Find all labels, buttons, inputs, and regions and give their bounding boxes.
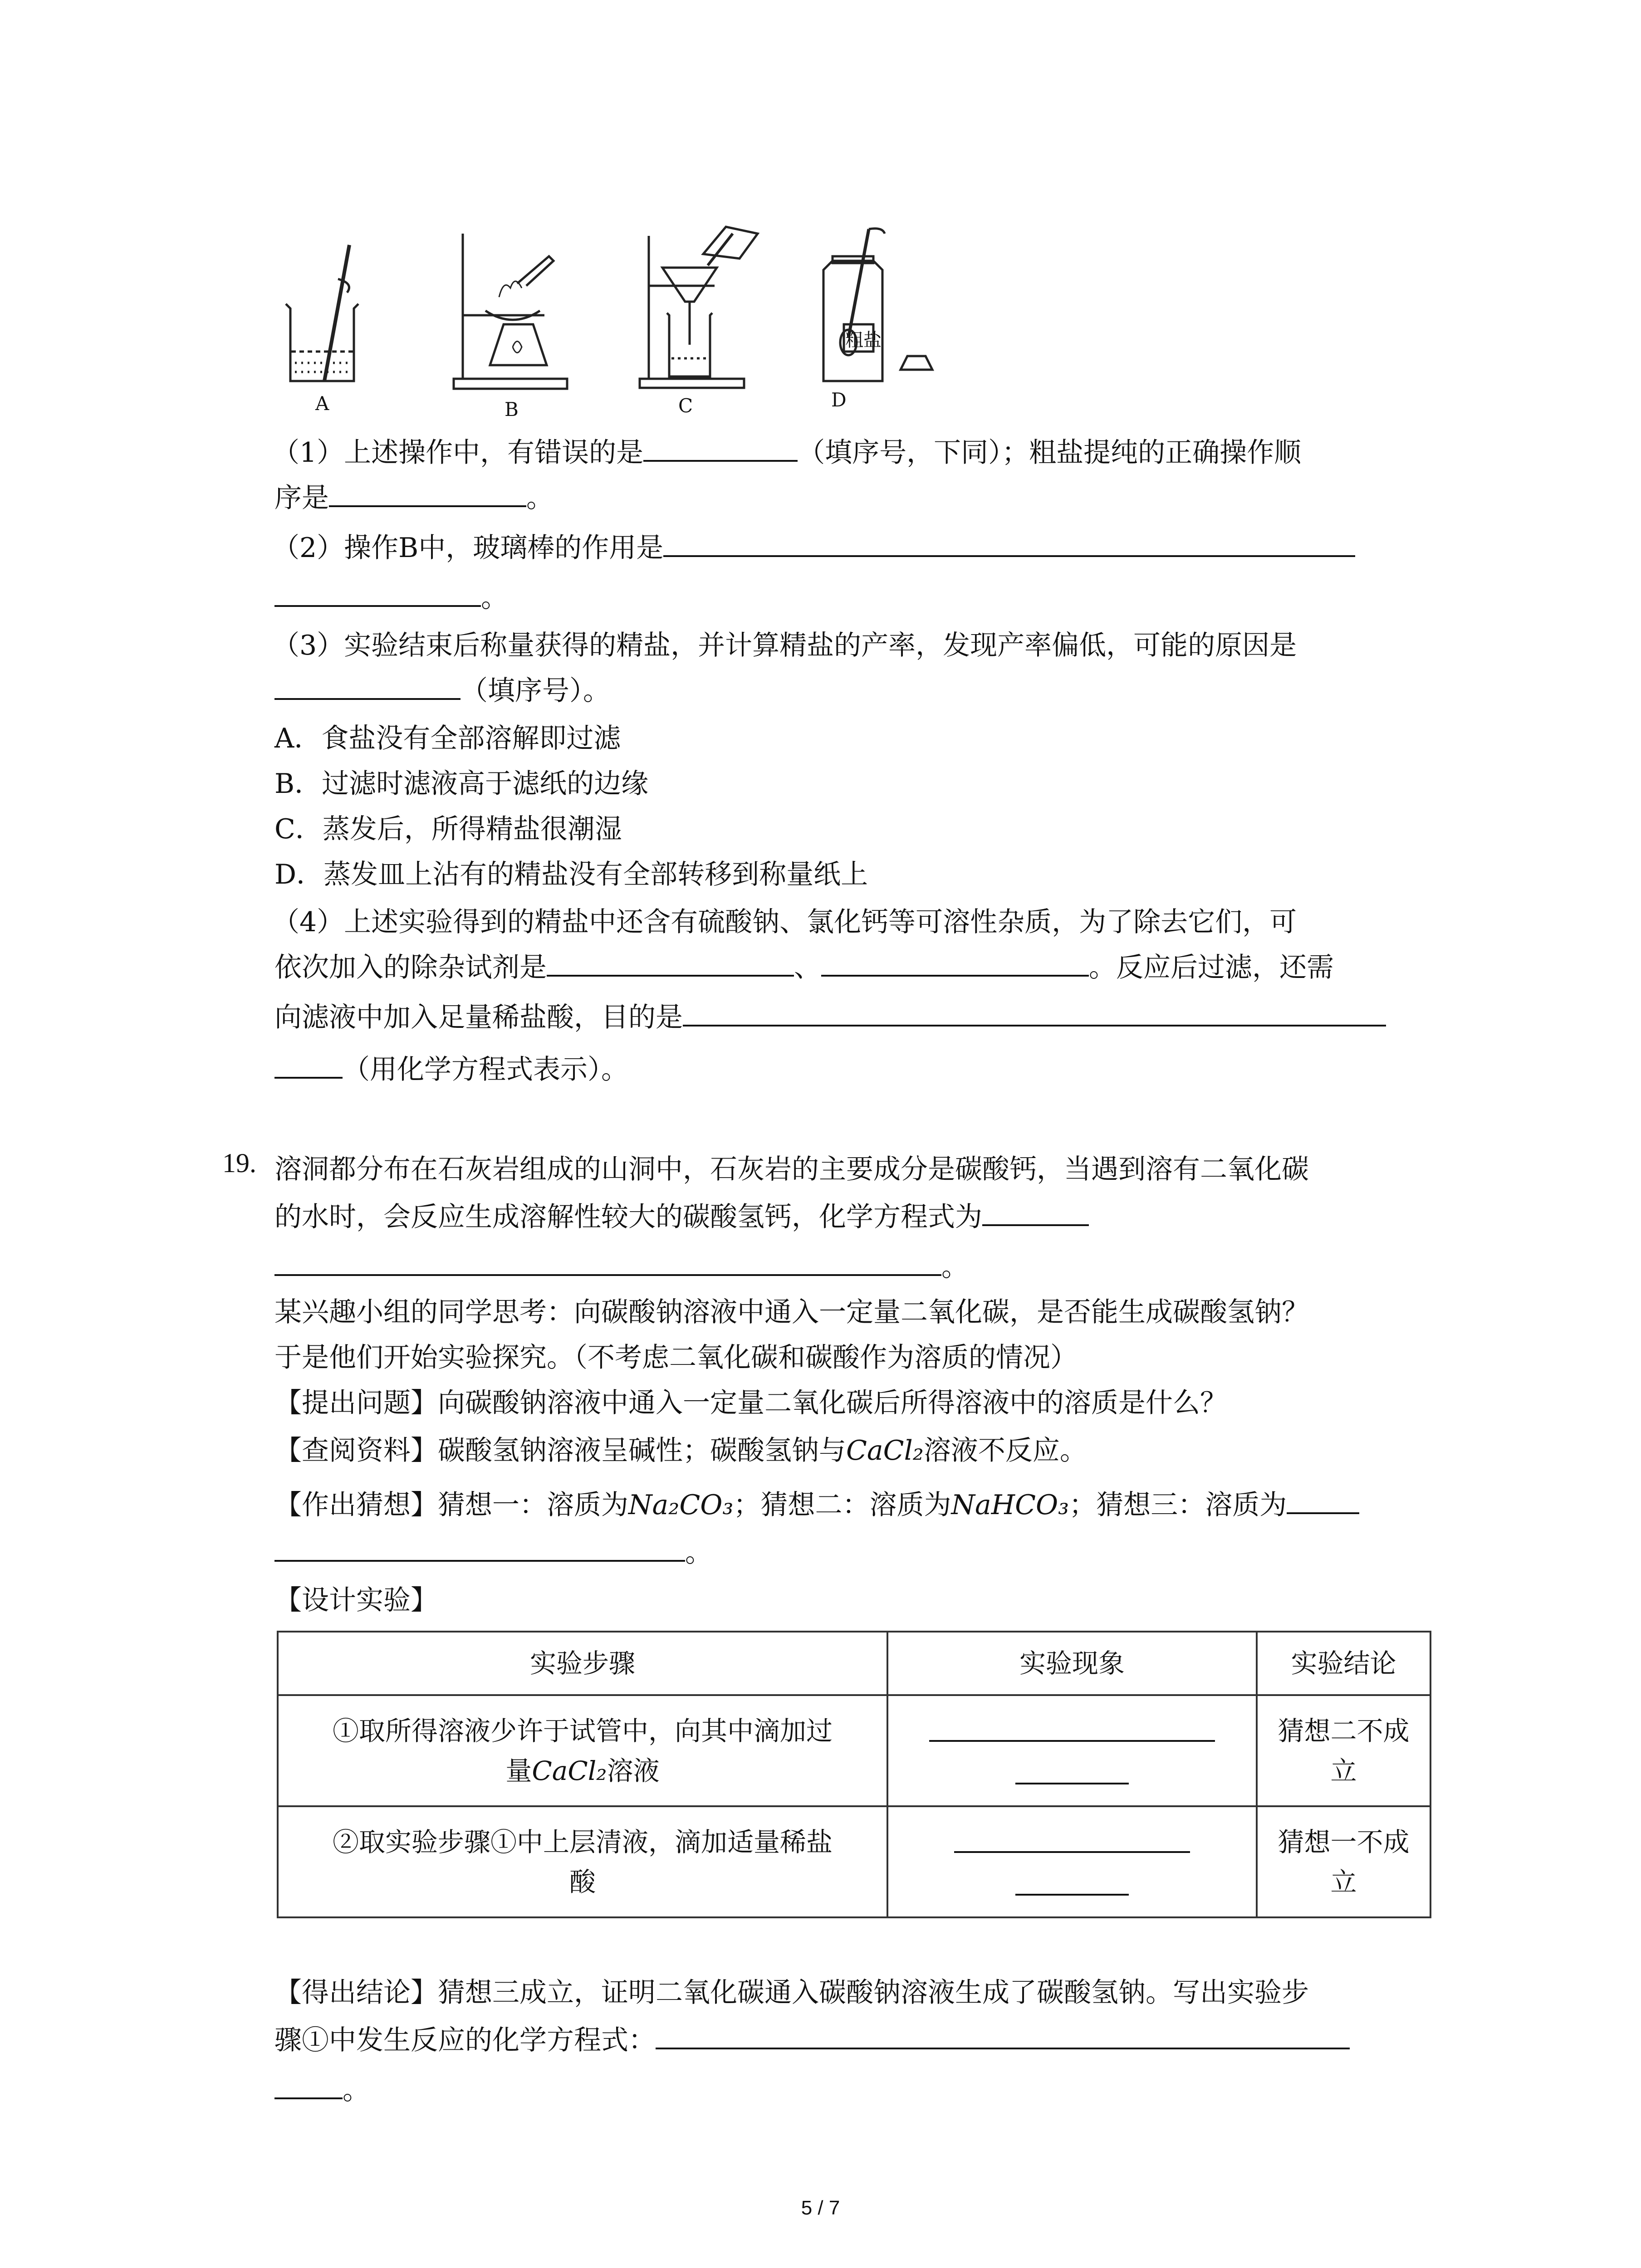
conclusion-2-line-a: 猜想一不成 (1278, 1826, 1410, 1857)
q19-line3 (274, 1245, 969, 1284)
conclusion-2-line-b: 立 (1330, 1866, 1357, 1897)
q19-l9-end: 。 (685, 1537, 712, 1569)
answer-blank[interactable] (274, 1050, 343, 1079)
q18-p2-end: 。 (481, 582, 508, 614)
q18-part4-line4 (274, 1048, 628, 1087)
q19-l3-end: 。 (941, 1251, 969, 1283)
q19-line1: 溶洞都分布在石灰岩组成的山洞中，石灰岩的主要成分是碳酸钙，当遇到溶有二氧化碳 (274, 1154, 1309, 1185)
q18-p1-text-b: （填序号，下同）；粗盐提纯的正确操作顺 (798, 437, 1302, 469)
q18-p4-text-e: （用化学方程式表示）。 (343, 1054, 628, 1085)
answer-blank[interactable] (954, 1828, 1190, 1853)
consult-materials (274, 1429, 1087, 1468)
phenomenon-2-cell (887, 1806, 1257, 1917)
filtration-illustration (635, 222, 767, 390)
option-a: A．食盐没有全部溶解即过滤 (274, 723, 621, 754)
q19-line2 (274, 1195, 1089, 1234)
answer-blank[interactable] (274, 578, 481, 607)
label-d: D (831, 389, 847, 411)
q18-p1-text-a: （1）上述操作中，有错误的是 (272, 437, 644, 469)
hypothesis-line (274, 1483, 1359, 1522)
step-2-line-a: ②取实验步骤①中上层清液，滴加适量稀盐 (332, 1826, 833, 1857)
step-1-line-b (288, 1751, 877, 1791)
q19-line4: 某兴趣小组的同学思考：向碳酸钠溶液中通入一定量二氧化碳，是否能生成碳酸氢钠？ (274, 1296, 1309, 1328)
q18-part1-line1 (272, 431, 1301, 470)
step-1-line-a: ①取所得溶液少许于试管中，向其中滴加过 (332, 1715, 833, 1746)
q18-part3-line2 (274, 669, 610, 708)
step-1-text-b: 量 (505, 1755, 532, 1786)
design-experiment-heading: 【设计实验】 (274, 1584, 438, 1616)
conclusion-1-line-a: 猜想二不成 (1278, 1715, 1410, 1746)
q18-p2-text-a: （2）操作B中，玻璃棒的作用是 (272, 532, 664, 564)
answer-blank[interactable] (821, 948, 1089, 977)
conclusion-1-line-b: 立 (1330, 1755, 1357, 1786)
page-number: 5 / 7 (801, 2197, 840, 2219)
answer-blank[interactable] (663, 528, 1355, 557)
answer-blank[interactable] (643, 433, 798, 462)
answer-blank[interactable] (1287, 1485, 1359, 1514)
header-steps: 实验步骤 (278, 1632, 887, 1695)
q19-c3-end: 。 (343, 2074, 370, 2106)
table-row (278, 1806, 1430, 1917)
table-header-row (278, 1632, 1430, 1695)
q18-p1-end: 。 (526, 482, 554, 514)
q19-l8-text-b: ；猜想二：溶质为 (733, 1489, 951, 1521)
answer-blank[interactable] (329, 478, 526, 507)
q18-part2-line1 (272, 526, 1355, 565)
q19-l7-text-a: 【查阅资料】碳酸氢钠溶液呈碱性；碳酸氢钠与 (274, 1435, 846, 1466)
conclusion-line2 (274, 2019, 1350, 2058)
q18-p4-text-d: 向滤液中加入足量稀盐酸，目的是 (274, 1002, 683, 1033)
q18-part4-line2 (274, 946, 1334, 985)
answer-blank[interactable] (683, 997, 1386, 1026)
header-phenomena: 实验现象 (887, 1632, 1257, 1695)
answer-blank[interactable] (656, 2020, 1350, 2049)
q19-l8-text-c: ；猜想三：溶质为 (1069, 1489, 1287, 1521)
q18-p4-text-b: 依次加入的除杂试剂是 (274, 952, 547, 983)
label-c: C (678, 395, 693, 417)
q19-l7-text-b: 溶液不反应。 (923, 1435, 1087, 1466)
option-b: B．过滤时滤液高于滤纸的边缘 (274, 768, 649, 800)
raise-question: 【提出问题】向碳酸钠溶液中通入一定量二氧化碳后所得溶液中的溶质是什么？ (274, 1387, 1227, 1419)
answer-blank[interactable] (1015, 1871, 1129, 1896)
conclusion-1-cell (1257, 1695, 1430, 1806)
reagent-bottle-illustration (805, 225, 937, 388)
formula-cacl2: CaCl₂ (532, 1755, 607, 1786)
beaker-stirring-illustration (281, 236, 363, 386)
experiment-table (277, 1631, 1431, 1918)
label-b: B (505, 398, 519, 420)
q19-number: 19. (222, 1148, 256, 1178)
answer-blank[interactable] (929, 1717, 1215, 1742)
q19-c2-text: 骤①中发生反应的化学方程式： (274, 2024, 656, 2056)
table-row (278, 1695, 1430, 1806)
answer-blank[interactable] (274, 1533, 685, 1562)
answer-blank[interactable] (982, 1197, 1089, 1226)
step-2-line-b: 酸 (569, 1866, 596, 1897)
step-1-cell (278, 1695, 887, 1806)
answer-blank[interactable] (547, 948, 794, 977)
q18-part3-line1: （3）实验结束后称量获得的精盐，并计算精盐的产率，发现产率偏低，可能的原因是 (272, 630, 1297, 661)
q18-p4-sep: 、 (794, 952, 821, 983)
step-2-cell (278, 1806, 887, 1917)
step-1-text-c: 溶液 (607, 1755, 660, 1786)
answer-blank[interactable] (1015, 1760, 1129, 1784)
q18-part4-line3 (274, 996, 1386, 1035)
formula-nahco3: NaHCO₃ (951, 1489, 1069, 1521)
q18-part4-line1: （4）上述实验得到的精盐中还含有硫酸钠、氯化钙等可溶性杂质，为了除去它们，可 (272, 906, 1297, 938)
answer-blank[interactable] (274, 2070, 343, 2099)
formula-cacl2: CaCl₂ (846, 1435, 924, 1466)
conclusion-line3 (274, 2068, 370, 2107)
phenomenon-1-cell (887, 1695, 1257, 1806)
evaporation-illustration (449, 229, 572, 392)
option-c: C．蒸发后，所得精盐很潮湿 (274, 813, 622, 845)
conclusion-line1: 【得出结论】猜想三成立，证明二氧化碳通入碳酸钠溶液生成了碳酸氢钠。写出实验步 (274, 1977, 1309, 2009)
q19-l2-text: 的水时，会反应生成溶解性较大的碳酸氢钙，化学方程式为 (274, 1201, 982, 1233)
q18-p4-text-c: 。反应后过滤，还需 (1089, 952, 1334, 983)
q18-p1-text-c: 序是 (274, 482, 329, 514)
q18-p3-text-b: （填序号）。 (460, 675, 610, 707)
hypothesis-line2 (274, 1531, 712, 1570)
answer-blank[interactable] (274, 671, 460, 700)
answer-blank[interactable] (274, 1247, 941, 1276)
header-conclusion: 实验结论 (1257, 1632, 1430, 1695)
option-d: D．蒸发皿上沾有的精盐没有全部转移到称量纸上 (274, 859, 868, 890)
q19-line5: 于是他们开始实验探究。（不考虑二氧化碳和碳酸作为溶质的情况） (274, 1342, 1078, 1374)
formula-na2co3: Na₂CO₃ (628, 1489, 734, 1521)
jar-label: 粗盐 (845, 330, 882, 351)
conclusion-2-cell (1257, 1806, 1430, 1917)
q19-l8-text-a: 【作出猜想】猜想一：溶质为 (274, 1489, 628, 1521)
label-a: A (315, 392, 329, 415)
q18-part1-line2 (274, 476, 554, 515)
q18-part2-line2 (274, 576, 508, 615)
